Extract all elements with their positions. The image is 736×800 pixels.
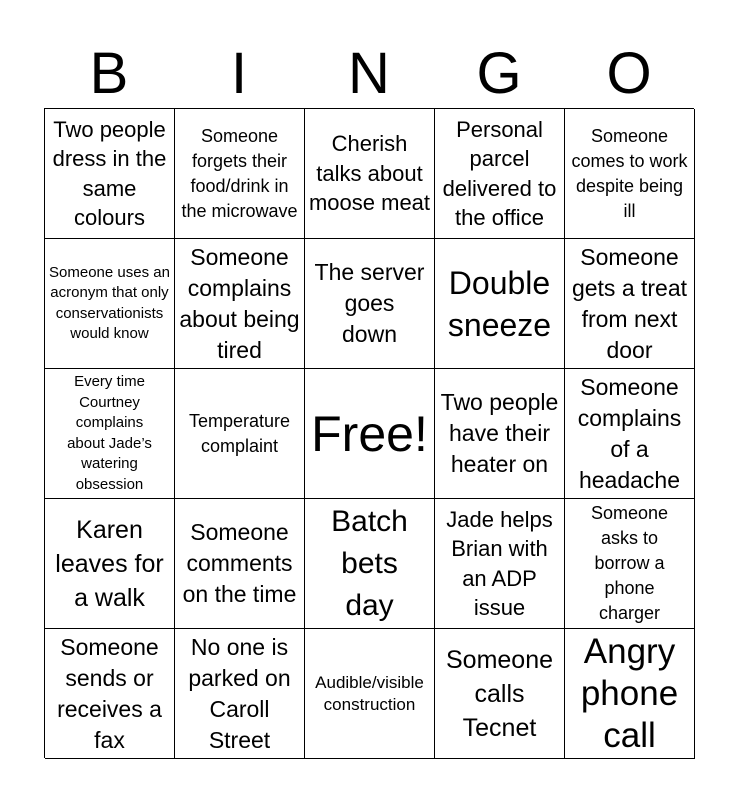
- header-letter-g: G: [476, 41, 522, 106]
- bingo-cell: [305, 629, 435, 759]
- bingo-cell: [435, 629, 565, 759]
- bingo-cell-text: Someone complains about being tired: [179, 243, 300, 363]
- bingo-cell: [305, 239, 435, 369]
- bingo-cell: [175, 369, 305, 499]
- bingo-cell-text: Someone comes to work despite being ill: [571, 125, 688, 221]
- bingo-cell-text: Someone uses an acronym that only conservationists would know: [49, 263, 170, 342]
- bingo-cell-text: Jade helps Brian with an ADP issue: [446, 506, 553, 620]
- bingo-cell: [565, 239, 695, 369]
- bingo-cell: [45, 239, 175, 369]
- header-letter-o: O: [606, 41, 652, 106]
- bingo-cell: [565, 629, 695, 759]
- bingo-cell-text: Cherish talks about moose meat: [308, 131, 431, 216]
- bingo-cell-text: Two people dress in the same colours: [52, 116, 167, 230]
- bingo-cell: [175, 239, 305, 369]
- bingo-cell-text: Two people have their heater on: [440, 389, 559, 477]
- bingo-cell: [45, 629, 175, 759]
- bingo-cell: [175, 499, 305, 629]
- bingo-cell: [45, 369, 175, 499]
- bingo-cell: [305, 499, 435, 629]
- bingo-cell: [565, 499, 695, 629]
- bingo-cell: [175, 109, 305, 239]
- bingo-cell: [45, 109, 175, 239]
- bingo-cell-text: Someone sends or receives a fax: [57, 633, 162, 753]
- free-space-text: Free!: [311, 405, 428, 462]
- bingo-cell: [435, 109, 565, 239]
- bingo-cell-free: [305, 369, 435, 499]
- bingo-cell-text: Someone asks to borrow a phone charger: [590, 503, 669, 623]
- bingo-cell: [435, 239, 565, 369]
- bingo-cell-text: Personal parcel delivered to the office: [442, 116, 557, 230]
- header-letter-n: N: [348, 41, 390, 106]
- bingo-cell-text: Karen leaves for a walk: [55, 515, 164, 612]
- bingo-cell-text: Audible/visible construction: [315, 672, 424, 714]
- bingo-cell-text: The server goes down: [314, 259, 425, 347]
- bingo-cell-text: Angry phone call: [580, 631, 679, 755]
- bingo-cell: [45, 499, 175, 629]
- bingo-cell-text: Someone comments on the time: [182, 519, 297, 607]
- bingo-cell-text: Someone gets a treat from next door: [571, 243, 688, 363]
- bingo-cell: [565, 369, 695, 499]
- bingo-header: [44, 40, 694, 108]
- bingo-cell: [305, 109, 435, 239]
- bingo-cell: [435, 499, 565, 629]
- bingo-cell-text: Someone complains of a headache: [577, 373, 682, 493]
- header-letter-i: I: [230, 41, 248, 106]
- bingo-cell: [565, 109, 695, 239]
- bingo-cell-text: Someone calls Tecnet: [445, 645, 554, 742]
- bingo-cell-text: Batch bets day: [331, 504, 408, 622]
- bingo-cell-text: Every time Courtney complains about Jade’s watering obsession: [67, 373, 152, 493]
- bingo-grid: [44, 108, 694, 758]
- header-letter-b: B: [89, 41, 129, 106]
- bingo-cell-text: Temperature complaint: [188, 410, 291, 456]
- bingo-cell-text: No one is parked on Caroll Street: [188, 633, 291, 753]
- bingo-cell: [175, 629, 305, 759]
- bingo-cell: [435, 369, 565, 499]
- bingo-cell-text: Someone forgets their food/drink in the microwave: [181, 125, 298, 221]
- bingo-cell-text: Double sneeze: [447, 264, 552, 343]
